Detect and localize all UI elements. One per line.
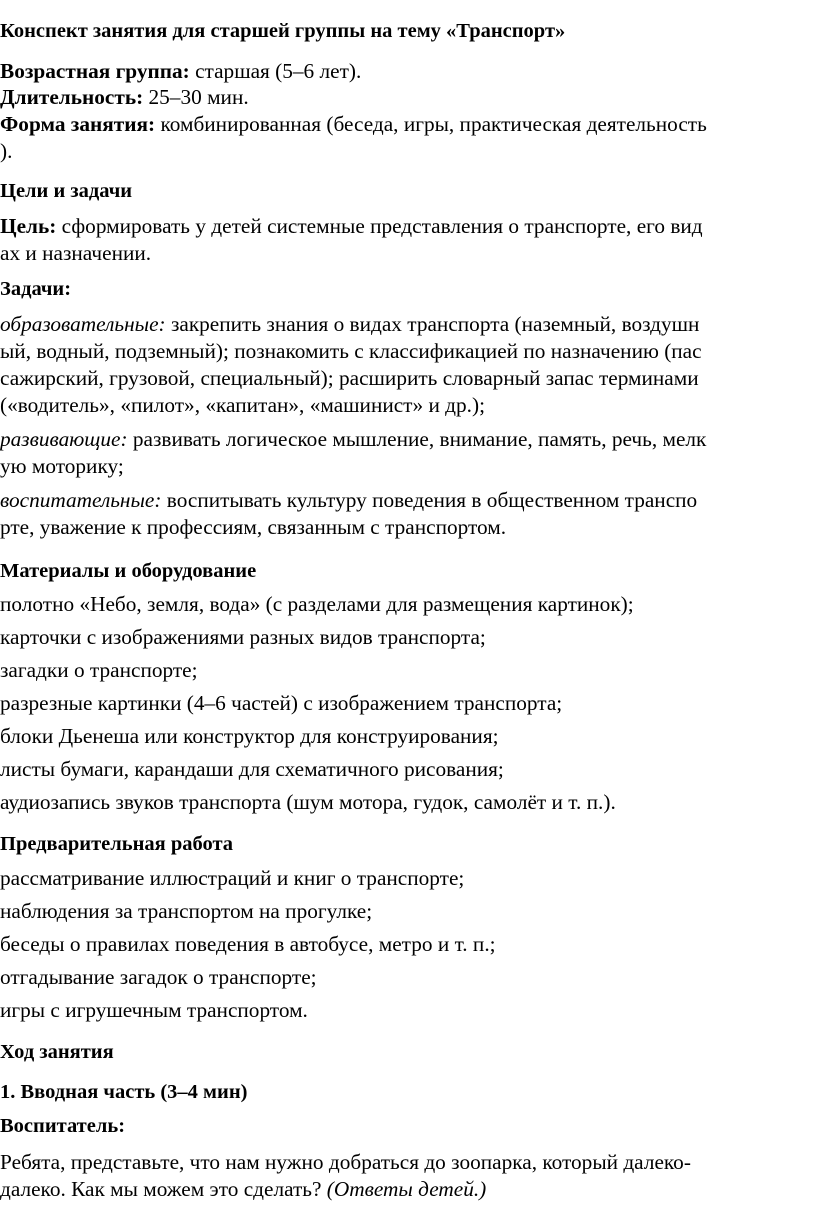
duration-line xyxy=(0,83,249,111)
preparation-item: игры с игрушечным транспортом. xyxy=(0,998,308,1022)
form-value: комбинированная (беседа, игры, практическая деятельность xyxy=(155,112,707,136)
educational-label: образовательные: xyxy=(0,312,166,336)
educational-task-line3: сажирский, грузовой, специальный); расширить словарный запас терминами xyxy=(0,366,699,390)
preparation-item: наблюдения за транспортом на прогулке; xyxy=(0,899,373,923)
age-group-line xyxy=(0,57,361,85)
form-line xyxy=(0,110,707,138)
form-label: Форма занятия: xyxy=(0,112,156,136)
educational-task-line2: ый, водный, подземный); познакомить с классификацией по назначению (пас xyxy=(0,339,702,363)
teacher-speech-text: далеко. Как мы можем это сделать? xyxy=(0,1177,327,1201)
developmental-text: развивать логическое мышление, внимание, память, речь, мелк xyxy=(127,427,707,451)
goal-line-continuation: ах и назначении. xyxy=(0,241,152,265)
form-line-continuation: ). xyxy=(0,139,13,163)
preparation-item: рассматривание иллюстраций и книг о транспорте; xyxy=(0,866,465,890)
educational-task-line4: («водитель», «пилот», «капитан», «машинист» и др.); xyxy=(0,393,486,417)
teacher-speech-line2 xyxy=(0,1175,486,1203)
goal-line xyxy=(0,212,703,240)
materials-item: карточки с изображениями разных видов транспорта; xyxy=(0,625,486,649)
preparation-heading: Предварительная работа xyxy=(0,833,234,855)
duration-value: 25–30 мин. xyxy=(143,85,249,109)
developmental-label: развивающие: xyxy=(0,427,128,451)
duration-label: Длительность: xyxy=(0,85,144,109)
document-title: Конспект занятия для старшей группы на тему «Транспорт» xyxy=(0,20,566,42)
age-group-label: Возрастная группа: xyxy=(0,59,190,83)
materials-item: листы бумаги, карандаши для схематичного рисования; xyxy=(0,757,504,781)
upbringing-task xyxy=(0,486,697,514)
materials-item: полотно «Небо, земля, вода» (с разделами для размещения картинок); xyxy=(0,592,634,616)
teacher-label: Воспитатель: xyxy=(0,1115,126,1137)
intro-part-heading: 1. Вводная часть (3–4 мин) xyxy=(0,1081,248,1103)
goal-label: Цель: xyxy=(0,214,57,238)
upbringing-task-line2: рте, уважение к профессиям, связанным с транспортом. xyxy=(0,515,507,539)
tasks-heading: Задачи: xyxy=(0,278,72,300)
educational-text: закрепить знания о видах транспорта (наземный, воздушн xyxy=(165,312,700,336)
materials-item: загадки о транспорте; xyxy=(0,658,198,682)
developmental-task xyxy=(0,425,706,453)
upbringing-label: воспитательные: xyxy=(0,488,162,512)
materials-heading: Материалы и оборудование xyxy=(0,560,257,582)
lesson-heading: Ход занятия xyxy=(0,1041,114,1063)
educational-task xyxy=(0,310,699,338)
preparation-item: беседы о правилах поведения в автобусе, метро и т. п.; xyxy=(0,932,496,956)
materials-item: блоки Дьенеша или конструктор для конструирования; xyxy=(0,724,499,748)
goals-heading: Цели и задачи xyxy=(0,180,133,202)
upbringing-text: воспитывать культуру поведения в общественном транспо xyxy=(161,488,698,512)
preparation-item: отгадывание загадок о транспорте; xyxy=(0,965,317,989)
goal-text: сформировать у детей системные представления о транспорте, его вид xyxy=(56,214,703,238)
materials-item: разрезные картинки (4–6 частей) с изображением транспорта; xyxy=(0,691,563,715)
age-group-value: старшая (5–6 лет). xyxy=(189,59,362,83)
developmental-task-line2: ую моторику; xyxy=(0,454,124,478)
teacher-speech: Ребята, представьте, что нам нужно добраться до зоопарка, который далеко- xyxy=(0,1150,691,1174)
materials-item: аудиозапись звуков транспорта (шум мотора, гудок, самолёт и т. п.). xyxy=(0,790,616,814)
children-answers-note: (Ответы детей.) xyxy=(326,1177,487,1201)
